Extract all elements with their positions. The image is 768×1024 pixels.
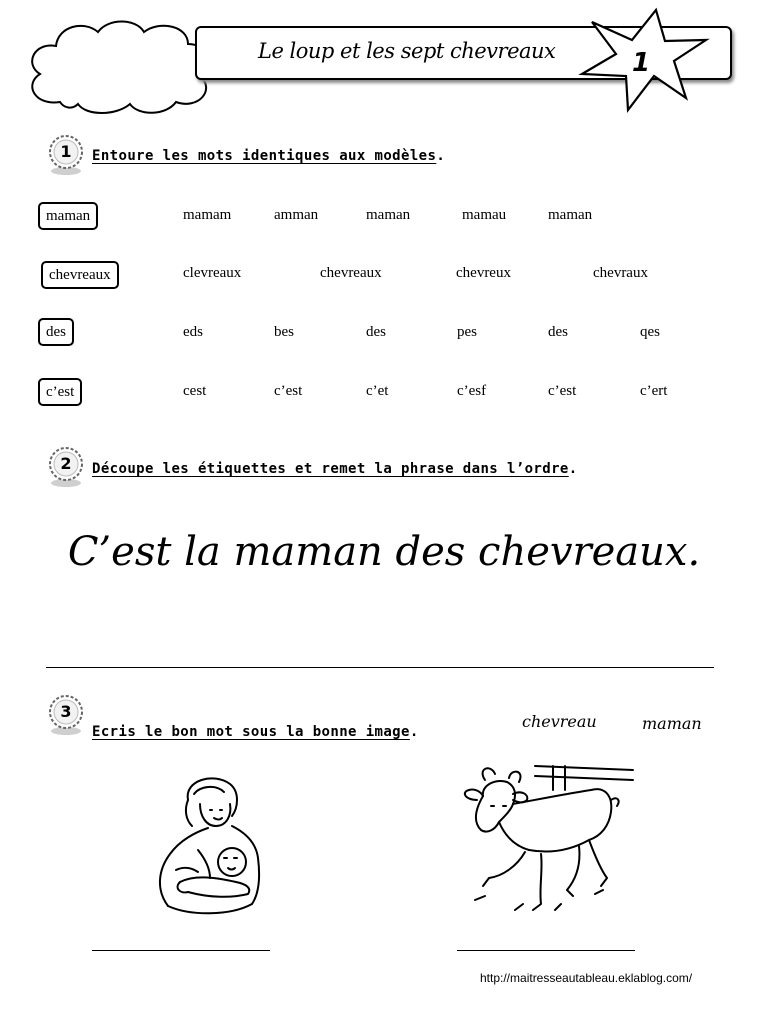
sheet-number: 1 xyxy=(631,48,651,78)
footer-url: http://maitresseautableau.eklablog.com/ xyxy=(480,971,693,985)
word-option[interactable]: eds xyxy=(183,324,203,340)
exercise-2-number: 2 xyxy=(60,454,72,473)
word-option[interactable]: pes xyxy=(457,324,477,340)
word-option[interactable]: bes xyxy=(274,324,294,340)
word-option[interactable]: c’et xyxy=(366,383,389,399)
answer-line[interactable] xyxy=(457,950,635,951)
word-option[interactable]: maman xyxy=(548,207,593,223)
model-word: maman xyxy=(38,202,98,230)
word-option[interactable]: c’est xyxy=(548,383,577,399)
exercise-3-instruction: Ecris le bon mot sous la bonne image. xyxy=(92,724,419,740)
word-bank-item: maman xyxy=(642,714,702,733)
exercise-1-number: 1 xyxy=(60,142,72,161)
word-option[interactable]: qes xyxy=(640,324,660,340)
word-option[interactable]: clevreaux xyxy=(183,265,242,281)
model-word: chevreaux xyxy=(41,261,119,289)
word-option[interactable]: des xyxy=(366,324,386,340)
exercise-1-instruction: Entoure les mots identiques aux modèles. xyxy=(92,148,446,164)
cursive-sentence: C’est la maman des chevreaux. xyxy=(67,529,701,575)
word-option[interactable]: c’esf xyxy=(457,383,487,399)
word-option[interactable]: cest xyxy=(183,383,207,399)
page-title: Le loup et les sept chevreaux xyxy=(258,39,556,63)
cloud-decoration xyxy=(20,14,216,118)
word-option[interactable]: c’ert xyxy=(640,383,668,399)
word-option[interactable]: chevreux xyxy=(456,265,511,281)
word-option[interactable]: chevraux xyxy=(593,265,648,281)
word-option[interactable]: mamam xyxy=(183,207,232,223)
exercise-2-instruction: Découpe les étiquettes et remet la phrase dans l’ordre. xyxy=(92,461,578,477)
word-option[interactable]: maman xyxy=(366,207,411,223)
word-option[interactable]: amman xyxy=(274,207,319,223)
word-option[interactable]: mamau xyxy=(462,207,507,223)
model-word: c’est xyxy=(38,378,82,406)
answer-line[interactable] xyxy=(92,950,270,951)
mother-with-baby-image xyxy=(140,770,270,920)
word-option[interactable]: c’est xyxy=(274,383,303,399)
word-bank-item: chevreau xyxy=(522,712,597,731)
exercise-3-number: 3 xyxy=(60,702,72,721)
answer-line[interactable] xyxy=(46,667,714,668)
word-option[interactable]: des xyxy=(548,324,568,340)
word-option[interactable]: chevreaux xyxy=(320,265,382,281)
goat-kid-image xyxy=(455,760,635,920)
model-word: des xyxy=(38,318,74,346)
